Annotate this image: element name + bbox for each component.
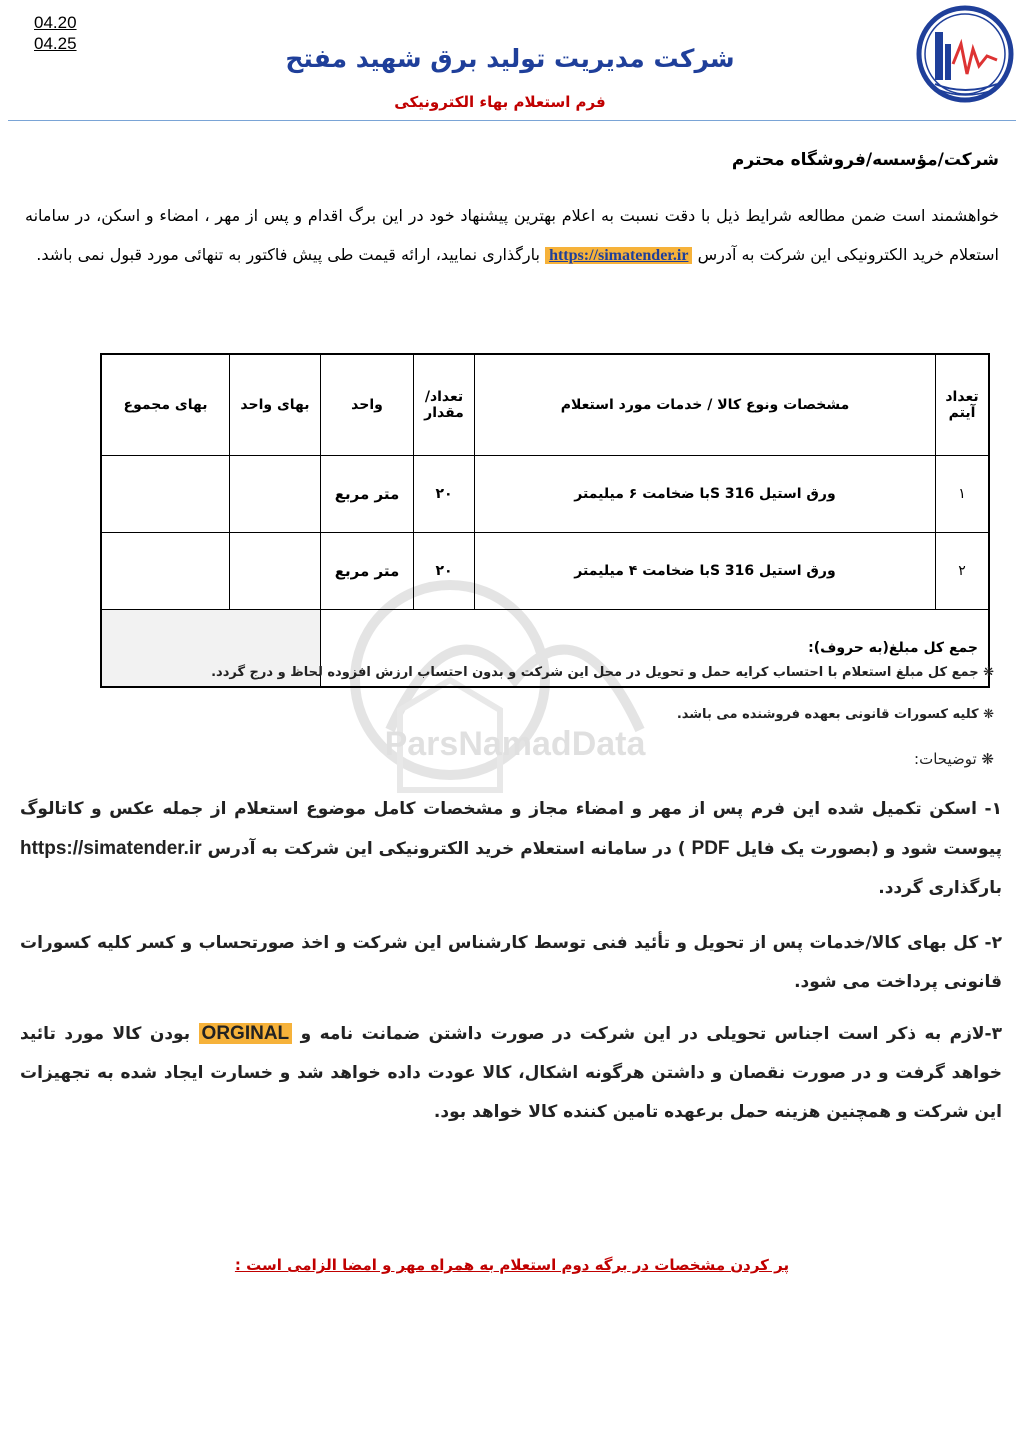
paragraph-3: ۳-لازم به ذکر است اجناس تحویلی در این شرکت در صورت داشتن ضمانت نامه و ORGINAL بودن کالا مورد تائید خواهد گرفت و در صورت نقصان و داشتن هرگونه اشکال، کالا عودت داده خواهد شد و خسارت ایجاد شده به تجهیزات این شرکت و همچنین هزینه حمل برعهده تامین کننده کالا خواهد بود.: [20, 1023, 1003, 1122]
row-quantity: ۲۰: [414, 456, 475, 533]
row-unit: متر مربع: [321, 456, 414, 533]
pdf-label: PDF: [691, 838, 730, 859]
company-name: شرکت مدیریت تولید برق شهید مفتح: [285, 44, 735, 73]
note-1: ❋ جمع کل مبلغ استعلام با احتساب کرایه حمل و تحویل در محل این شرکت و بدون احتساب ارزش افزوده لحاظ و درج گردد.: [211, 665, 994, 680]
items-table: [100, 353, 990, 688]
svg-text:ParsNamadData: ParsNamadData: [384, 725, 646, 763]
row-unit-price[interactable]: [230, 456, 321, 533]
intro-paragraph: [25, 196, 999, 275]
power-plant-logo-icon: [915, 4, 1015, 104]
intro-text-1: خواهشمند است ضمن مطالعه شرایط ذیل با دقت نسبت به اعلام بهترین پیشنهاد خود در این برگ اقدام و پس از مهر ، امضاء و اسکن، در سامانه استعلام خرید الکترونیکی این شرکت به آدرس: [25, 206, 999, 264]
row-description: ورق استیل S 316با ضخامت ۴ میلیمتر: [475, 533, 936, 610]
date-1: 04.20: [34, 13, 77, 32]
footer-note: پر کردن مشخصات در برگه دوم استعلام به همراه مهر و امضا الزامی است :: [234, 1256, 790, 1274]
table-row: [101, 533, 989, 610]
note-2: ❋ کلیه کسورات قانونی بعهده فروشنده می باشد.: [676, 707, 994, 722]
row-unit-price[interactable]: [230, 533, 321, 610]
header-row-no: تعداد آیتم: [936, 354, 990, 456]
header-quantity: تعداد/ مقدار: [414, 354, 475, 456]
header-unit-price: بهای واحد: [230, 354, 321, 456]
asterisk-bullet-icon: ❋: [978, 665, 994, 680]
paragraph-2: ۲- کل بهای کالا/خدمات پس از تحویل و تأئید فنی توسط کارشناس این شرکت و اخذ صورتحساب و کسر کلیه کسورات قانونی پرداخت می شود.: [20, 933, 1002, 992]
paragraph-1: ۱- اسکن تکمیل شده این فرم پس از مهر و امضاء مجاز و مشخصات کامل موضوع استعلام از جمله عکس و کاتالوگ پیوست شود و (بصورت یک فایل PDF ) در سامانه استعلام خرید الکترونیکی این شرکت به آدرس https://simatender.ir بارگذاری گردد.: [20, 799, 1003, 898]
header-description: مشخصات ونوع کالا / خدمات مورد استعلام: [475, 354, 936, 456]
asterisk-bullet-icon: ❋: [978, 707, 994, 722]
date-2: 04.25: [34, 34, 77, 53]
header-unit: واحد: [321, 354, 414, 456]
intro-url-link[interactable]: https://simatender.ir: [545, 247, 692, 264]
total-amount-label: جمع کل مبلغ(به حروف):: [321, 610, 990, 688]
form-title: فرم استعلام بهاء الکترونیکی: [394, 93, 606, 111]
row-total-price[interactable]: [101, 533, 230, 610]
reference-dates: [34, 12, 77, 54]
table-header-row: [101, 354, 989, 456]
row-no: ۱: [936, 456, 990, 533]
row-no: ۲: [936, 533, 990, 610]
asterisk-bullet-icon: ❋: [976, 750, 994, 768]
row-total-price[interactable]: [101, 456, 230, 533]
original-highlight: ORGINAL: [199, 1023, 293, 1044]
paragraph-url-link[interactable]: https://simatender.ir: [20, 838, 202, 859]
explanations-title: ❋ توضیحات:: [914, 750, 994, 768]
table-row: [101, 456, 989, 533]
row-unit: متر مربع: [321, 533, 414, 610]
header-divider: [8, 120, 1016, 121]
row-description: ورق استیل S 316با ضخامت ۶ میلیمتر: [475, 456, 936, 533]
header-total-price: بهای مجموع: [101, 354, 230, 456]
intro-text-2: بارگذاری نمایید، ارائه قیمت طی پیش فاکتور به تنهائی مورد قبول نمی باشد.: [36, 245, 540, 264]
salutation: شرکت/مؤسسه/فروشگاه محترم: [731, 150, 999, 170]
row-quantity: ۲۰: [414, 533, 475, 610]
